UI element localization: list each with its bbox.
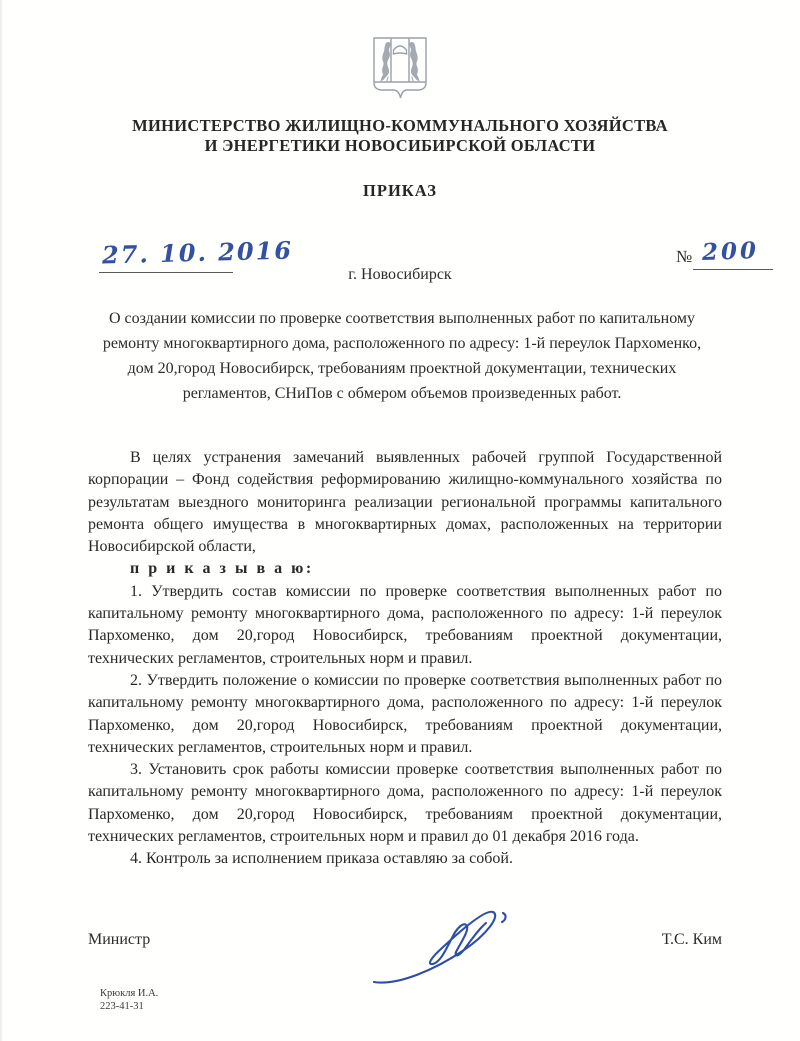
order-word: п р и к а з ы в а ю:	[130, 560, 314, 578]
coat-of-arms-icon	[361, 33, 439, 113]
order-body	[88, 447, 722, 871]
handwritten-number: 200	[701, 237, 760, 266]
signer-position: Министр	[88, 931, 151, 948]
number-label: №	[676, 247, 693, 266]
scan-edge-shadow	[0, 0, 3, 1041]
preamble-paragraph: В целях устранения замечаний выявленных рабочей группой Государственной корпорации – Фонд содействия реформированию жилищно-коммунального хозяйства по результатам выездного мониторинга реализации региональной программы капитального ремонта общего имущества в многоквартирных домах, расположенных на территории Новосибирской области,	[88, 449, 722, 556]
order-item-1: 1. Утвердить состав комиссии по проверке соответствия выполненных работ по капитальному ремонту многоквартирного дома, расположенного по адресу: 1-й переулок Пархоменко, дом 20,город Новосибирск, требованиям проектной документации, технических регламентов, строительных норм и правил.	[88, 582, 722, 667]
ministry-title-line2: И ЭНЕРГЕТИКИ НОВОСИБИРСКОЙ ОБЛАСТИ	[204, 136, 596, 155]
handwritten-signature-icon	[368, 903, 516, 989]
executor-name: Крюкля И.А.	[100, 988, 159, 999]
signer-name: Т.С. Ким	[661, 931, 722, 948]
document-type-heading: ПРИКАЗ	[363, 181, 437, 200]
executor-block	[100, 988, 158, 1013]
order-item-4: 4. Контроль за исполнением приказа оставляю за собой.	[130, 850, 513, 868]
handwritten-date: 27. 10. 2016	[101, 235, 294, 270]
ministry-title-line1: МИНИСТЕРСТВО ЖИЛИЩНО-КОММУНАЛЬНОГО ХОЗЯЙСТВА	[132, 116, 668, 135]
order-subject: О создании комиссии по проверке соответствия выполненных работ по капитальному ремонту многоквартирного дома, расположенного по адресу: 1-й переулок Пархоменко, дом 20,город Новосибирск, требованиям проектной документации, технических регламентов, СНиПов с обмером объемов произведенных работ.	[102, 310, 702, 402]
city-line: г. Новосибирск	[348, 266, 452, 283]
order-item-2: 2. Утвердить положение о комиссии по проверке соответствия выполненных работ по капитальному ремонту многоквартирного дома, расположенного по адресу: 1-й переулок Пархоменко, дом 20,город Новосибирск, требованиям проектной документации, технических регламентов, строительных норм и правил.	[88, 671, 722, 756]
order-item-3: 3. Установить срок работы комиссии проверке соответствия выполненных работ по капитальному ремонту многоквартирного дома, расположенного по адресу: 1-й переулок Пархоменко, дом 20,город Новосибирск, требованиям проектной документации, технических регламентов, строительных норм и правил до 01 декабря 2016 года.	[88, 761, 722, 846]
executor-phone: 223-41-31	[100, 1000, 144, 1012]
ministry-title	[0, 116, 800, 156]
